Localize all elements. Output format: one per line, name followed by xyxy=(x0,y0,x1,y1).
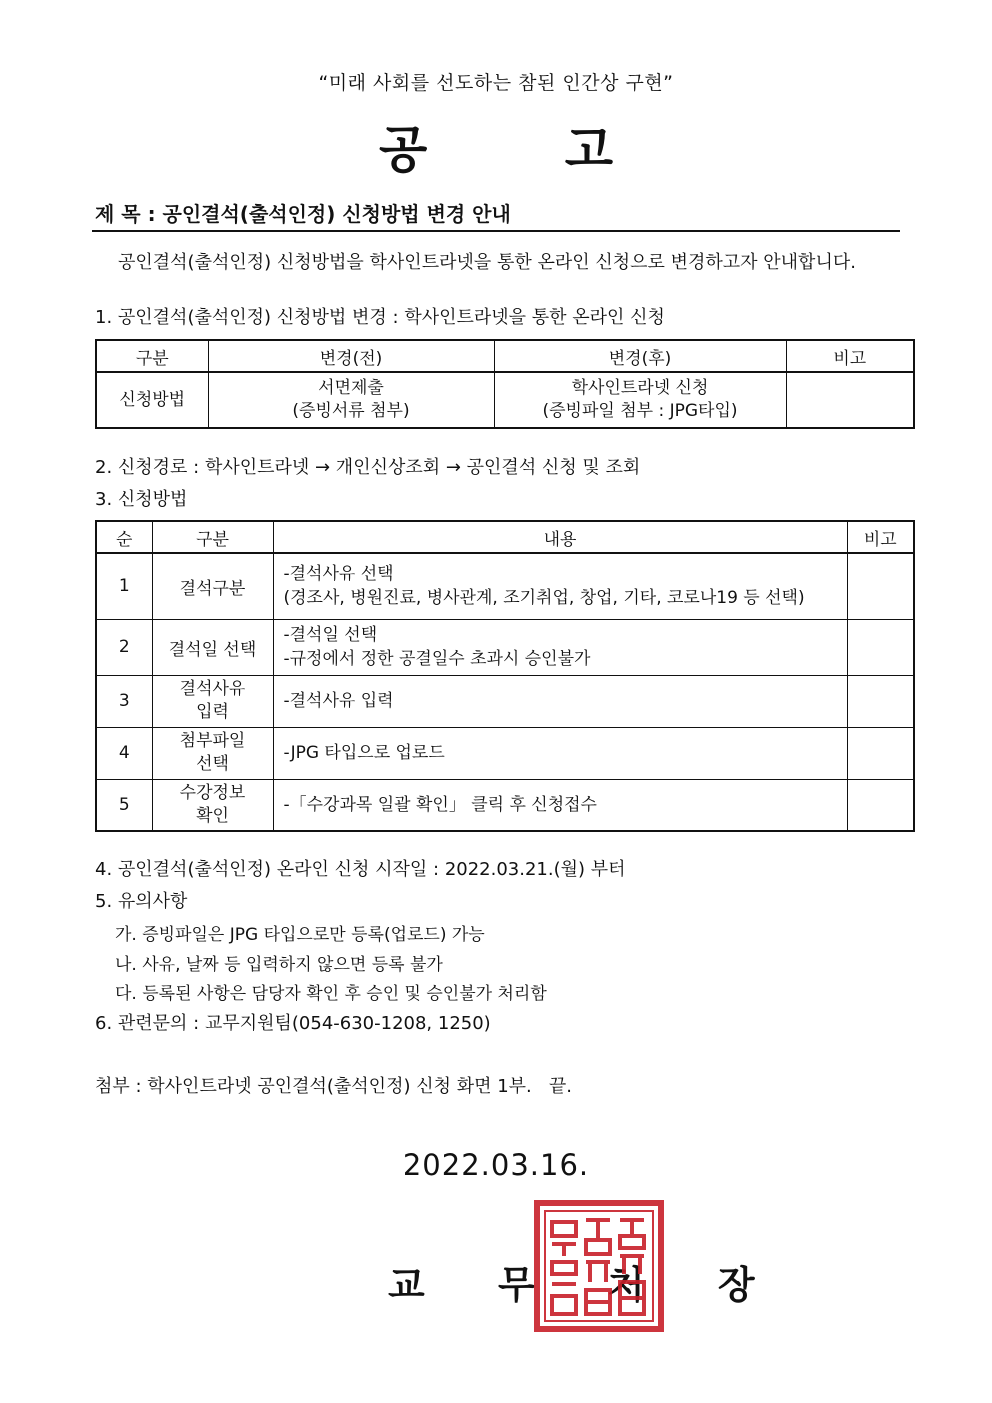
row-note xyxy=(847,675,914,727)
before-line2: (증빙서류 첨부) xyxy=(292,401,410,421)
content-line: -결석사유 입력 xyxy=(283,691,394,711)
row-number: 2 xyxy=(96,619,152,675)
row-category xyxy=(152,553,273,619)
header-cell: 구분 xyxy=(96,340,208,372)
category-line: 확인 xyxy=(196,805,229,826)
signer-title: 교 무 처 장 xyxy=(388,1263,785,1307)
content-line: -규정에서 정한 공결일수 초과시 승인불가 xyxy=(283,649,591,669)
row-content xyxy=(273,675,847,727)
notice-item: 가. 증빙파일은 JPG 타입으로만 등록(업로드) 가능 xyxy=(115,925,485,945)
table-row xyxy=(96,779,914,831)
content-line: (경조사, 병원진료, 병사관계, 조기취업, 창업, 기타, 코로나19 등 선택) xyxy=(283,588,805,609)
notice-item: 다. 등록된 사항은 담당자 확인 후 승인 및 승인불가 처리함 xyxy=(115,984,547,1004)
header-cell: 변경(전) xyxy=(208,340,494,372)
row-category xyxy=(152,619,273,675)
row-category xyxy=(152,727,273,779)
category-line: 선택 xyxy=(196,754,229,774)
section5-heading: 5. 유의사항 xyxy=(95,891,188,912)
header-cell: 순 xyxy=(96,521,152,553)
row-category xyxy=(152,675,273,727)
before-cell xyxy=(208,372,494,428)
issue-date: 2022.03.16. xyxy=(402,1148,590,1182)
procedure-table xyxy=(95,520,915,832)
after-cell xyxy=(494,372,786,428)
section1-heading: 1. 공인결석(출석인정) 신청방법 변경 : 학사인트라넷을 통한 온라인 신청 xyxy=(95,307,665,328)
header-cell: 구분 xyxy=(152,521,273,553)
header-cell: 비고 xyxy=(786,340,914,372)
subject-underline xyxy=(92,230,900,232)
motto: “미래 사회를 선도하는 참된 인간상 구현” xyxy=(318,72,674,94)
section6-text: 6. 관련문의 : 교무지원팀(054-630-1208, 1250) xyxy=(95,1013,491,1034)
row-note xyxy=(847,727,914,779)
header-cell: 비고 xyxy=(847,521,914,553)
category-line: 결석일 선택 xyxy=(168,639,257,660)
procedure-table-header xyxy=(96,521,914,553)
before-line1: 서면제출 xyxy=(318,378,384,398)
header-cell: 내용 xyxy=(273,521,847,553)
notice-item: 나. 사유, 날짜 등 입력하지 않으면 등록 불가 xyxy=(115,955,443,975)
row-number: 5 xyxy=(96,779,152,831)
content-line: -「수강과목 일괄 확인」 클릭 후 신청접수 xyxy=(283,794,597,815)
after-line1: 학사인트라넷 신청 xyxy=(571,378,709,398)
row-label: 신청방법 xyxy=(96,372,208,428)
row-note xyxy=(847,619,914,675)
row-content xyxy=(273,619,847,675)
row-number: 3 xyxy=(96,675,152,727)
row-note xyxy=(847,553,914,619)
category-line: 결석사유 xyxy=(179,679,246,699)
table-row xyxy=(96,675,914,727)
content-line: -결석일 선택 xyxy=(283,625,378,645)
page-title: 공 고 xyxy=(378,121,673,179)
table-row xyxy=(96,727,914,779)
row-category xyxy=(152,779,273,831)
change-table-header xyxy=(96,340,914,372)
content-line: -결석사유 선택 xyxy=(283,564,394,585)
intro-paragraph: 공인결석(출석인정) 신청방법을 학사인트라넷을 통한 온라인 신청으로 변경하고자 안내합니다. xyxy=(118,252,856,273)
row-note xyxy=(847,779,914,831)
section2-text: 2. 신청경로 : 학사인트라넷 → 개인신상조회 → 공인결석 신청 및 조회 xyxy=(95,457,641,478)
table-row xyxy=(96,619,914,675)
attachment-note: 첨부 : 학사인트라넷 공인결석(출석인정) 신청 화면 1부. 끝. xyxy=(95,1076,573,1097)
category-line: 결석구분 xyxy=(179,578,246,599)
header-cell: 변경(후) xyxy=(494,340,786,372)
row-content xyxy=(273,779,847,831)
row-content xyxy=(273,727,847,779)
content-line: -JPG 타입으로 업로드 xyxy=(283,743,445,763)
row-content xyxy=(273,553,847,619)
category-line: 수강정보 xyxy=(179,782,246,803)
official-seal-icon xyxy=(534,1200,664,1332)
row-number: 4 xyxy=(96,727,152,779)
change-table xyxy=(95,339,915,429)
row-number: 1 xyxy=(96,553,152,619)
category-line: 첨부파일 xyxy=(179,731,246,751)
note-cell xyxy=(786,372,914,428)
section4-text: 4. 공인결석(출석인정) 온라인 신청 시작일 : 2022.03.21.(월) 부터 xyxy=(95,859,626,880)
table-row xyxy=(96,553,914,619)
category-line: 입력 xyxy=(196,702,229,722)
section3-heading: 3. 신청방법 xyxy=(95,489,188,510)
subject-line-text: 제 목 : 공인결석(출석인정) 신청방법 변경 안내 xyxy=(95,202,511,226)
table-row xyxy=(96,372,914,428)
after-line2: (증빙파일 첨부 : JPG타입) xyxy=(542,401,738,421)
